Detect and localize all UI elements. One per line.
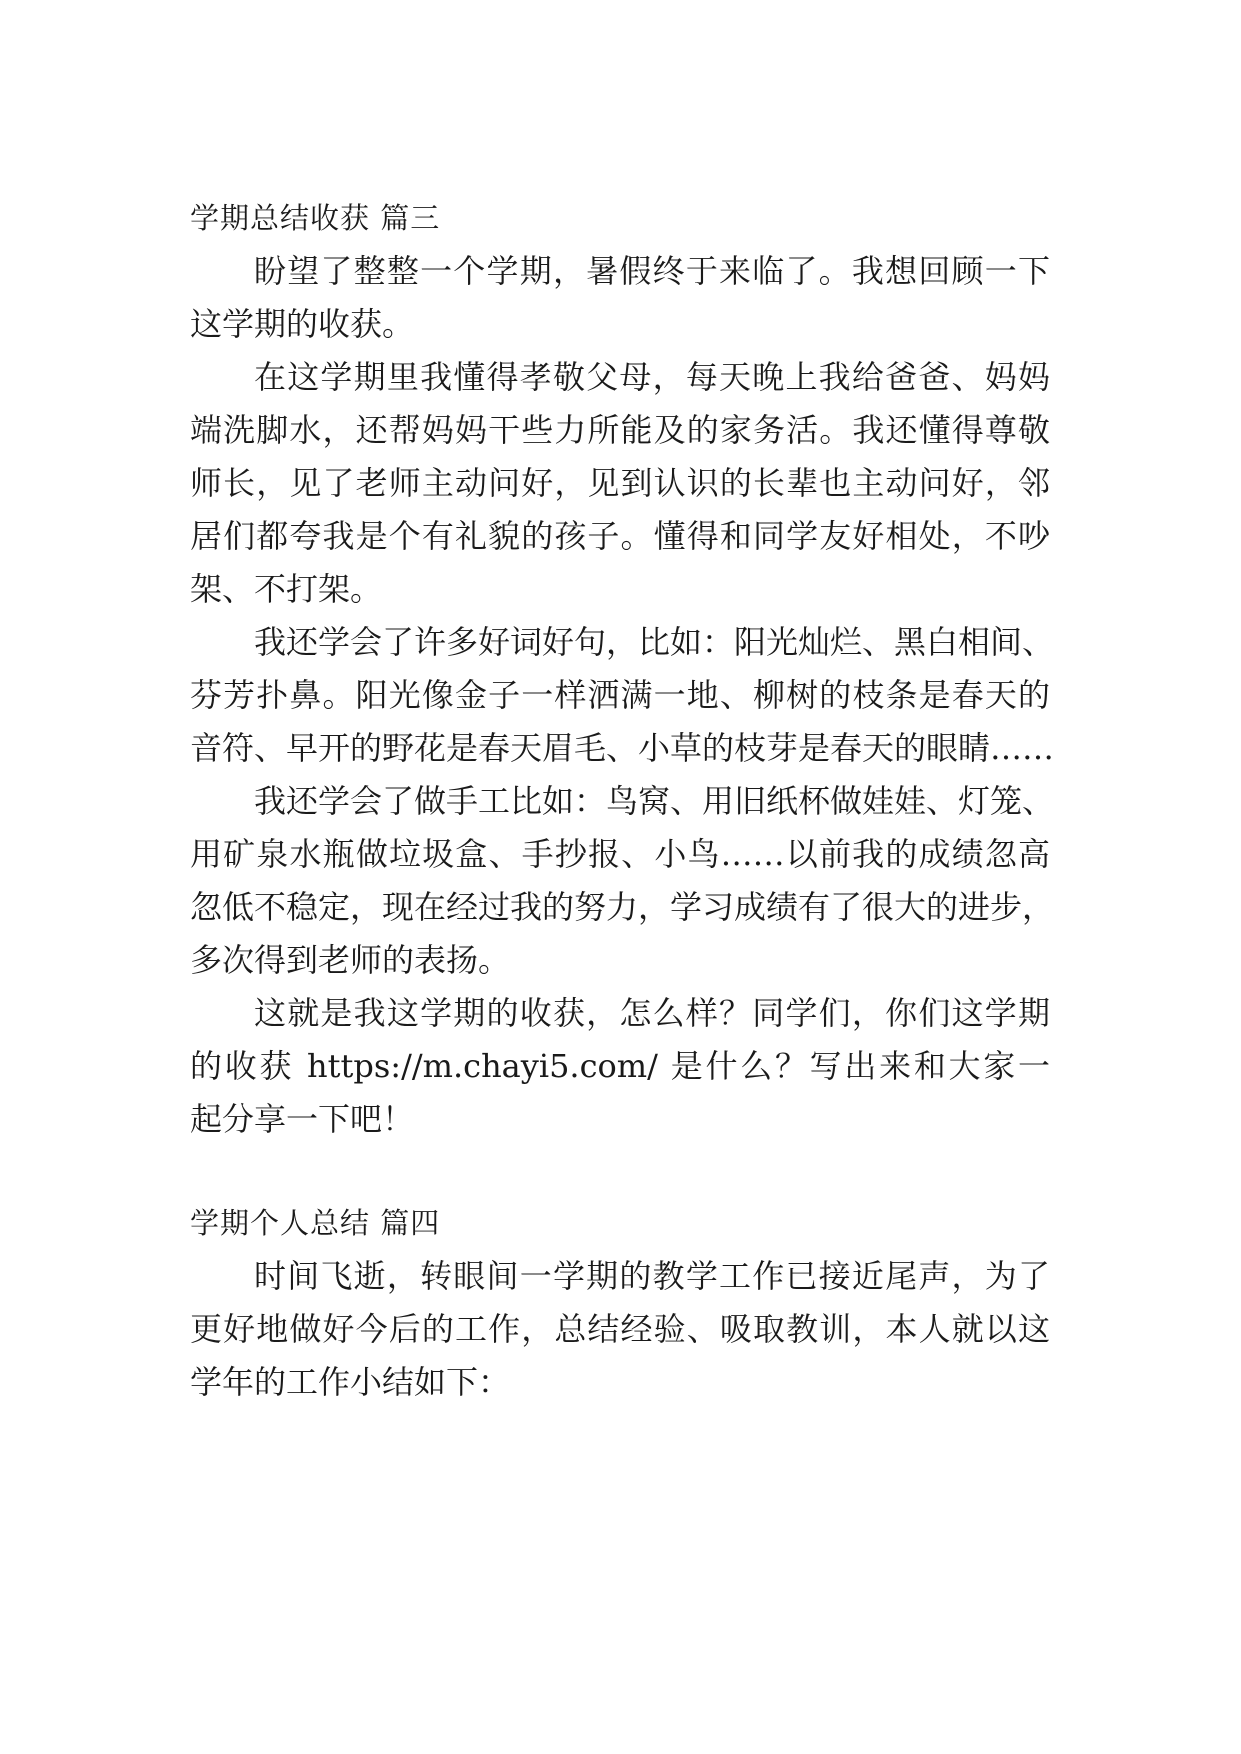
paragraph-line: 时间飞逝，转眼间一学期的教学工作已接近尾声，为了: [254, 1257, 1050, 1295]
paragraph-line: 端洗脚水，还帮妈妈干些力所能及的家务活。我还懂得尊敬: [190, 411, 1050, 449]
section-heading-4: 学期个人总结 篇四: [190, 1206, 441, 1240]
paragraph-line: 起分享一下吧！: [190, 1100, 415, 1138]
paragraph-line: 更好地做好今后的工作，总结经验、吸取教训，本人就以这: [190, 1310, 1050, 1348]
paragraph-line: 忽低不稳定，现在经过我的努力，学习成绩有了很大的进步，: [190, 888, 1055, 926]
paragraph-line: 我还学会了做手工比如：鸟窝、用旧纸杯做娃娃、灯笼、: [254, 782, 1055, 820]
paragraph-line: 音符、早开的野花是春天眉毛、小草的枝芽是春天的眼睛……: [190, 729, 1055, 767]
paragraph-line: 盼望了整整一个学期，暑假终于来临了。我想回顾一下: [254, 252, 1050, 290]
paragraph-line: 多次得到老师的表扬。: [190, 941, 511, 979]
paragraph-line: 我还学会了许多好词好句，比如：阳光灿烂、黑白相间、: [254, 623, 1055, 661]
paragraph-line: 师长，见了老师主动问好，见到认识的长辈也主动问好，邻: [190, 464, 1050, 502]
paragraph-line: 居们都夸我是个有礼貌的孩子。懂得和同学友好相处，不吵: [190, 517, 1050, 555]
paragraph-line: 的收获 https://m.chayi5.com/ 是什么？写出来和大家一: [190, 1047, 1050, 1085]
document-page: [190, 0, 1055, 1754]
paragraph-line: 学年的工作小结如下：: [190, 1363, 511, 1401]
paragraph-line: 在这学期里我懂得孝敬父母，每天晚上我给爸爸、妈妈: [254, 358, 1050, 396]
paragraph-line: 用矿泉水瓶做垃圾盒、手抄报、小鸟……以前我的成绩忽高: [190, 835, 1050, 873]
paragraph-line: 芬芳扑鼻。阳光像金子一样洒满一地、柳树的枝条是春天的: [190, 676, 1050, 714]
paragraph-line: 这就是我这学期的收获，怎么样？同学们，你们这学期: [254, 994, 1050, 1032]
section-heading-3: 学期总结收获 篇三: [190, 201, 441, 235]
paragraph-line: 这学期的收获。: [190, 305, 415, 343]
paragraph-line: 架、不打架。: [190, 570, 383, 608]
